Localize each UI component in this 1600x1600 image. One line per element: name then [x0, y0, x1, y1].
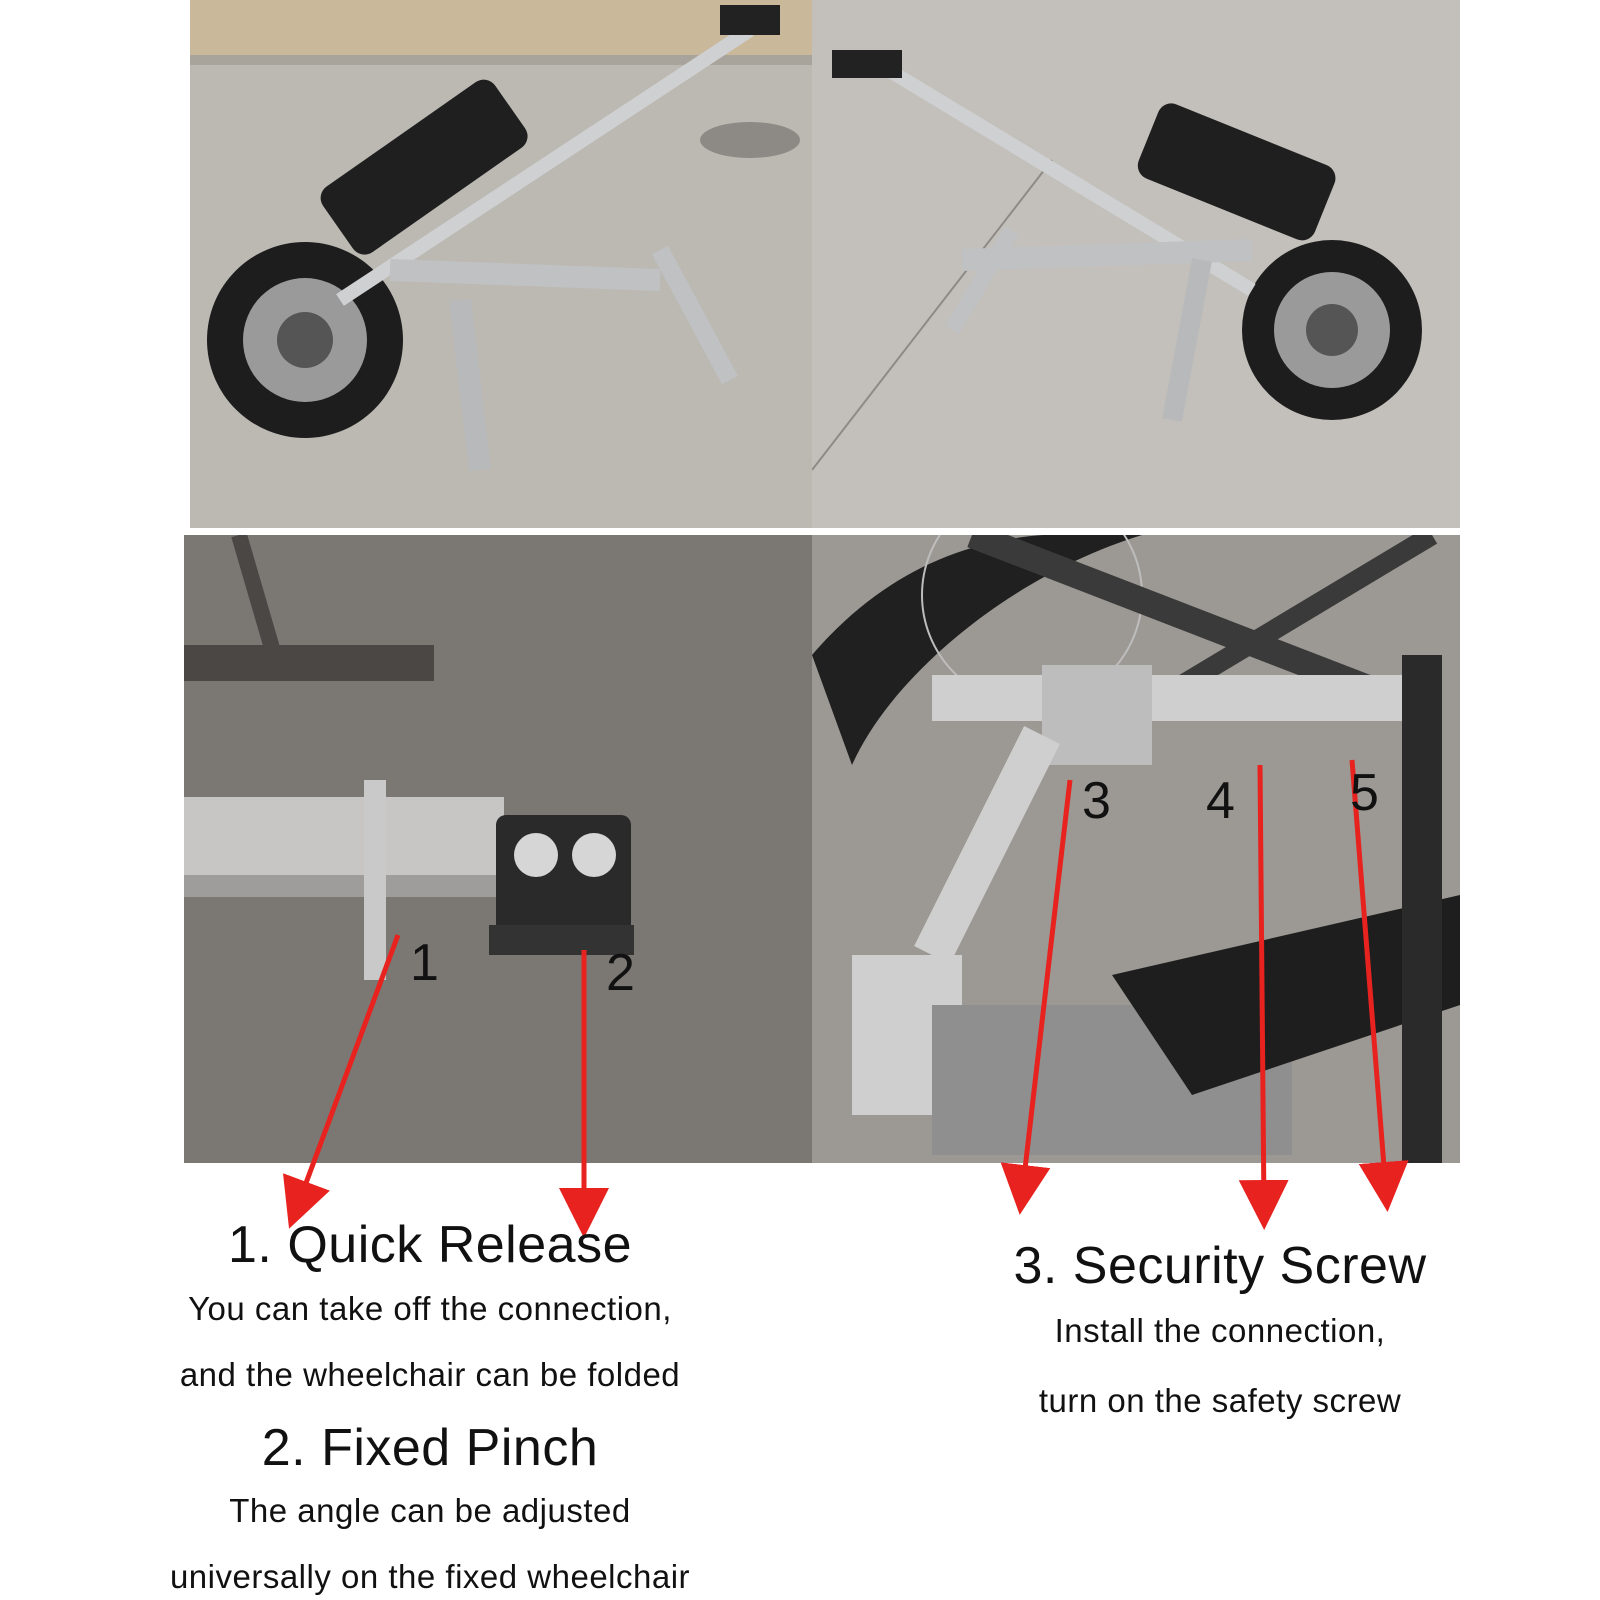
marker-2: 2 — [606, 944, 635, 1002]
security-screw-line-2: turn on the safety screw — [1038, 1382, 1402, 1419]
marker-4: 4 — [1206, 772, 1235, 830]
wheelchair-mounted-photo — [812, 535, 1460, 1163]
quick-release-line-2: and the wheelchair can be folded — [179, 1356, 681, 1393]
fixed-pinch-title: 2. Fixed Pinch — [261, 1419, 599, 1477]
quick-release-title: 1. Quick Release — [228, 1216, 632, 1274]
quick-release-line-1: You can take off the connection, — [188, 1290, 672, 1327]
fixed-pinch-line-1: The angle can be adjusted — [229, 1492, 631, 1529]
marker-5: 5 — [1350, 764, 1379, 822]
marker-1: 1 — [410, 934, 439, 992]
security-screw-title: 3. Security Screw — [1013, 1237, 1427, 1295]
handbike-left-photo — [190, 0, 812, 528]
security-screw-line-1: Install the connection, — [1054, 1312, 1386, 1349]
clamp-closeup-photo — [184, 535, 812, 1163]
fixed-pinch-line-2: universally on the fixed wheelchair — [169, 1558, 691, 1595]
handbike-right-photo — [812, 0, 1460, 528]
marker-3: 3 — [1082, 772, 1111, 830]
